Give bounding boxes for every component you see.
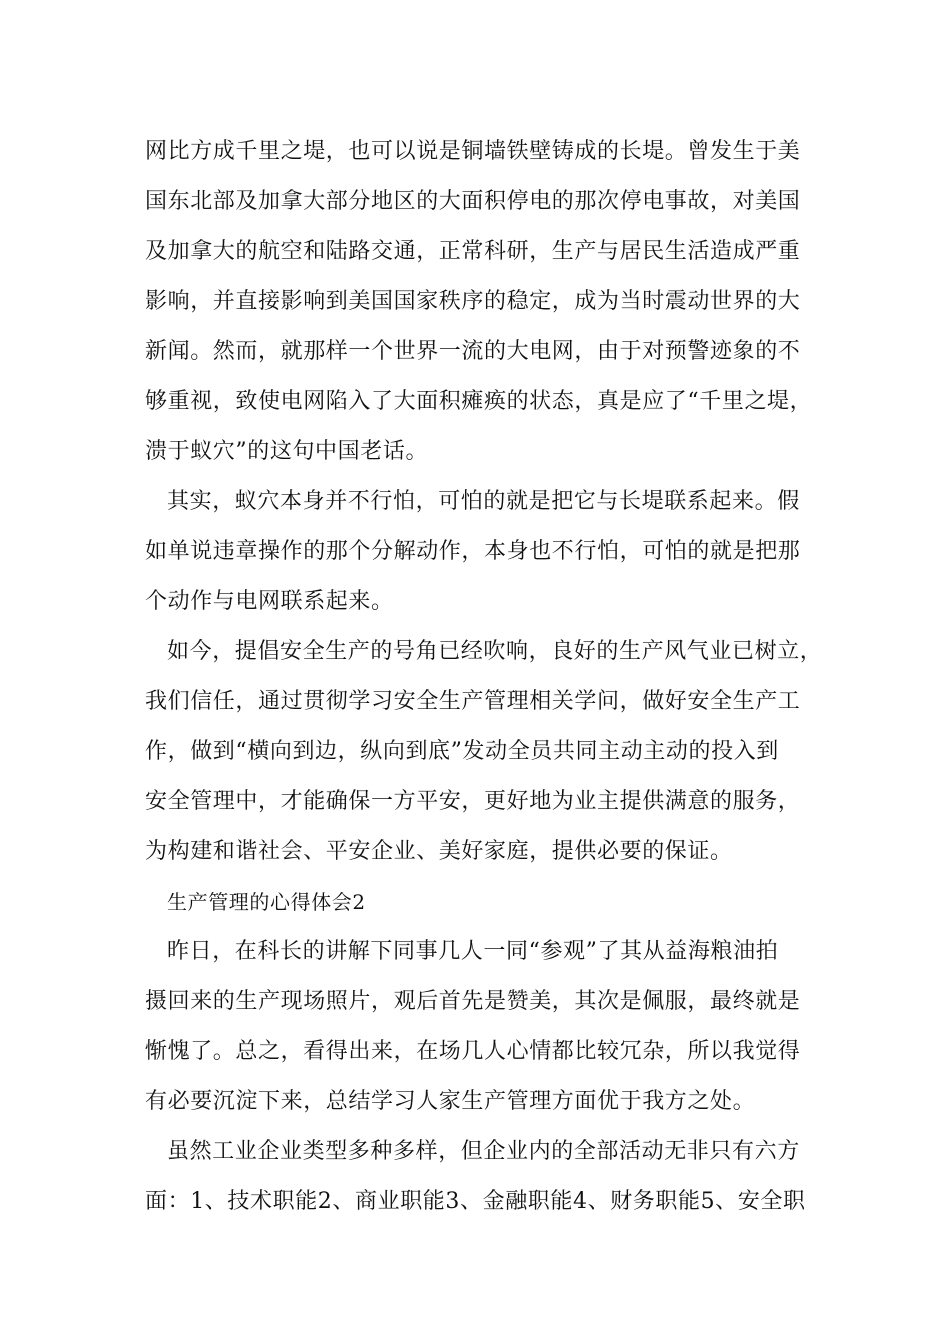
paragraph-line: 如今，提倡安全生产的号角已经吹响，良好的生产风气业已树立， [167,639,823,664]
paragraph-line: 影响，并直接影响到美国国家秩序的稳定，成为当时震动世界的大 [145,289,801,314]
paragraph-line: 及加拿大的航空和陆路交通，正常科研，生产与居民生活造成严重 [145,239,801,264]
paragraph-line: 溃于蚁穴”的这句中国老话。 [145,439,429,464]
paragraph-line: 国东北部及加拿大部分地区的大面积停电的那次停电事故，对美国 [145,189,801,214]
heading-text: 生产管理的心得体会2 [167,890,366,914]
paragraph-line: 摄回来的生产现场照片，观后首先是赞美，其次是佩服，最终就是 [145,989,801,1014]
paragraph [145,1127,831,1227]
paragraph-line: 昨日，在科长的讲解下同事几人一同“参观”了其从益海粮油拍 [167,939,779,964]
paragraph-line: 面：1、技术职能2、商业职能3、金融职能4、财务职能5、安全职 [145,1189,806,1214]
paragraph [145,127,831,477]
paragraph-line: 有必要沉淀下来，总结学习人家生产管理方面优于我方之处。 [145,1089,756,1114]
paragraph [145,477,831,627]
paragraph-line: 虽然工业企业类型多种多样，但企业内的全部活动无非只有六方 [167,1139,800,1164]
paragraph-line: 网比方成千里之堤，也可以说是铜墙铁壁铸成的长堤。曾发生于美 [145,139,801,164]
paragraph-line: 为构建和谐社会、平安企业、美好家庭，提供必要的保证。 [145,839,733,864]
paragraph-line: 个动作与电网联系起来。 [145,589,394,614]
paragraph-line: 其实，蚁穴本身并不行怕，可怕的就是把它与长堤联系起来。假 [167,489,800,514]
paragraph-line: 够重视，致使电网陷入了大面积瘫痪的状态，真是应了“千里之堤， [145,389,813,414]
section-heading [145,877,831,927]
paragraph-line: 惭愧了。总之，看得出来，在场几人心情都比较冗杂，所以我觉得 [145,1039,801,1064]
document-body [145,127,831,1227]
paragraph-line: 作，做到“横向到边，纵向到底”发动全员共同主动主动的投入到 [145,739,779,764]
paragraph-line: 我们信任，通过贯彻学习安全生产管理相关学问，做好安全生产工 [145,689,801,714]
paragraph [145,927,831,1127]
paragraph-line: 如单说违章操作的那个分解动作，本身也不行怕，可怕的就是把那 [145,539,801,564]
paragraph [145,627,831,877]
paragraph-line: 安全管理中，才能确保一方平安，更好地为业主提供满意的服务， [145,789,801,814]
paragraph-line: 新闻。然而，就那样一个世界一流的大电网，由于对预警迹象的不 [145,339,801,364]
